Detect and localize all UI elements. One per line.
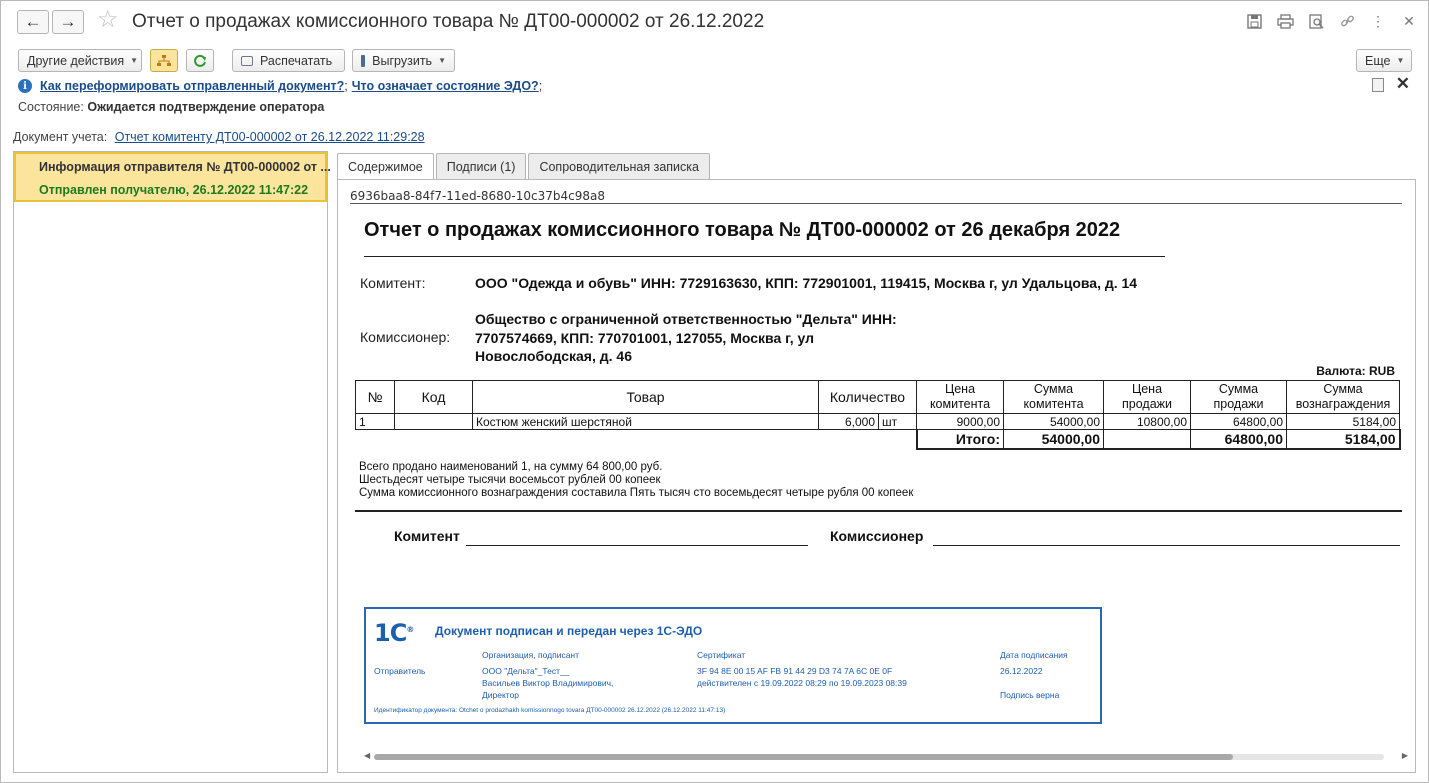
signature-line	[933, 545, 1400, 546]
currency-label: Валюта: RUB	[1316, 364, 1395, 378]
header-qty: Количество	[819, 381, 917, 414]
caret-down-icon: ▼	[438, 56, 446, 65]
favorite-star-icon[interactable]: ☆	[97, 6, 119, 33]
structure-button[interactable]	[150, 49, 178, 72]
title-bar	[1, 1, 1428, 43]
separator: ;	[344, 79, 348, 93]
scroll-thumb[interactable]	[374, 754, 1233, 760]
document-account-label: Документ учета:	[13, 130, 108, 144]
document-icon[interactable]	[1372, 78, 1384, 92]
export-button[interactable]	[352, 49, 455, 72]
commissioner-value	[475, 310, 897, 366]
close-icon[interactable]: ✕	[1403, 12, 1415, 29]
cell-unit: шт	[879, 414, 917, 430]
sign-commissioner-label: Комиссионер	[830, 528, 924, 544]
documents-list	[13, 151, 331, 773]
separator: ;	[538, 79, 543, 93]
stamp-col-date: Дата подписания	[1000, 650, 1068, 660]
stamp-org: ООО "Дельта"_Тест__ Васильев Виктор Владимирович, Директор	[482, 666, 614, 700]
stamp-sender-label: Отправитель	[374, 666, 426, 676]
document-guid: 6936baa8-84f7-11ed-8680-10c37b4c98a8	[350, 189, 605, 203]
other-actions-button[interactable]	[18, 49, 142, 72]
header-reward: Сумма вознаграждения	[1287, 381, 1400, 414]
cell-price-committent: 9000,00	[917, 414, 1004, 430]
toolbar	[18, 49, 1413, 73]
summary-line: Всего продано наименований 1, на сумму 64 800,00 руб.	[359, 461, 663, 473]
list-item[interactable]	[14, 152, 331, 202]
totals-sum-sale: 64800,00	[1191, 430, 1287, 449]
table-totals	[356, 430, 1400, 449]
tab-contents[interactable]: Содержимое	[337, 153, 434, 180]
caret-down-icon: ▼	[130, 56, 139, 65]
tab-cover-note[interactable]: Сопроводительная записка	[528, 153, 710, 179]
stamp-sign-ok: Подпись верна	[1000, 690, 1060, 700]
cell-price-sale: 10800,00	[1104, 414, 1191, 430]
committent-value: ООО "Одежда и обувь" ИНН: 7729163630, КПП: 772901001, 119415, Москва г, ул Удальцова, д. 14	[475, 275, 1138, 291]
list-item-title: Информация отправителя № ДТ00-000002 от ...	[39, 160, 331, 174]
divider	[364, 256, 1165, 257]
sign-committent-label: Комитент	[394, 528, 460, 544]
stamp-date-value: 26.12.2022	[1000, 666, 1043, 676]
header-code: Код	[395, 381, 473, 414]
more-label: Еще	[1365, 53, 1391, 68]
cell-num: 1	[356, 414, 395, 430]
window-title: Отчет о продажах комиссионного товара № ДТ00-000002 от 26.12.2022	[132, 11, 765, 32]
state-label: Состояние:	[18, 100, 84, 114]
cell-sum-committent: 54000,00	[1004, 414, 1104, 430]
document-title: Отчет о продажах комиссионного товара № ДТ00-000002 от 26 декабря 2022	[364, 219, 1121, 241]
refresh-button[interactable]	[186, 49, 214, 72]
refresh-icon	[193, 54, 207, 68]
document-view	[337, 179, 1416, 773]
goods-table	[355, 380, 1401, 450]
edo-stamp	[364, 607, 1102, 724]
table-header	[356, 381, 1400, 414]
arrow-right-icon: →	[59, 12, 77, 31]
link-icon[interactable]	[1338, 11, 1356, 31]
table-row	[356, 414, 1400, 430]
tab-signatures[interactable]: Подписи (1)	[436, 153, 527, 179]
cell-reward: 5184,00	[1287, 414, 1400, 430]
header-num: №	[356, 381, 395, 414]
help-links-row	[18, 78, 542, 94]
upload-icon	[361, 55, 365, 67]
other-actions-label: Другие действия	[27, 53, 125, 68]
header-sum-committent: Сумма комитента	[1004, 381, 1104, 414]
caret-down-icon: ▼	[1396, 56, 1405, 65]
header-sum-sale: Сумма продажи	[1191, 381, 1287, 414]
print-button[interactable]	[232, 49, 345, 72]
edo-state-link[interactable]: Что означает состояние ЭДО?	[351, 79, 539, 93]
tabs	[337, 153, 712, 179]
cell-code	[395, 414, 473, 430]
print-label: Распечатать	[260, 53, 333, 68]
printer-icon	[241, 56, 253, 66]
export-label: Выгрузить	[372, 53, 433, 68]
hierarchy-icon	[157, 55, 171, 67]
scroll-left-icon[interactable]: ◀	[364, 751, 371, 760]
preview-icon[interactable]	[1307, 11, 1325, 31]
scroll-right-icon[interactable]: ▶	[1401, 751, 1408, 760]
summary-line: Шестьдесят четыре тысячи восемьсот рублей 00 копеек	[359, 474, 661, 486]
totals-label: Итого:	[917, 430, 1004, 449]
more-button[interactable]	[1356, 49, 1412, 72]
window-icons	[1245, 11, 1418, 31]
info-icon: i	[18, 79, 32, 93]
stamp-col-org: Организация, подписант	[482, 650, 580, 660]
stamp-col-cert: Сертификат	[697, 650, 746, 660]
commissioner-line: Общество с ограниченной ответственностью "Дельта" ИНН:	[475, 311, 897, 327]
back-button[interactable]	[17, 10, 49, 34]
print-icon[interactable]	[1276, 11, 1294, 31]
1c-logo: 1С®	[374, 619, 414, 647]
header-price-sale: Цена продажи	[1104, 381, 1191, 414]
cell-qty: 6,000	[819, 414, 879, 430]
commissioner-line: 7707574669, КПП: 770701001, 127055, Москва г, ул	[475, 329, 815, 346]
stamp-identifier: Идентификатор документа: Otchet o prodazhakh komissionnogo tovara ДТ00-000002 26.12.2022 (26.12.2022 11:47:13)	[374, 707, 726, 714]
state-value: Ожидается подтверждение оператора	[87, 100, 325, 114]
totals-sum-committent: 54000,00	[1004, 430, 1104, 449]
more-icon[interactable]: ⋮	[1371, 12, 1385, 29]
divider	[350, 203, 1402, 204]
forward-button[interactable]	[52, 10, 84, 34]
header-item: Товар	[473, 381, 819, 414]
cell-item: Костюм женский шерстяной	[473, 414, 819, 430]
summary-text	[359, 461, 913, 500]
stamp-cert: 3F 94 8E 00 15 AF FB 91 44 29 D3 74 7A 6C 0E 0F действителен с 19.09.2022 08:29 по 19.09.2023 08:39	[697, 666, 907, 688]
cell-sum-sale: 64800,00	[1191, 414, 1287, 430]
divider	[355, 510, 1402, 512]
committent-label: Комитент:	[360, 275, 426, 291]
reform-document-link[interactable]: Как переформировать отправленный документ?	[40, 79, 345, 93]
commissioner-label: Комиссионер:	[360, 329, 451, 345]
summary-line: Сумма комиссионного вознаграждения составила Пять тысяч сто восемьдесят четыре рубля 00 копеек	[359, 487, 914, 499]
stamp-title: Документ подписан и передан через 1С-ЭДО	[435, 624, 703, 638]
document-account-link[interactable]: Отчет комитенту ДТ00-000002 от 26.12.2022 11:29:28	[114, 130, 425, 144]
commissioner-line: Новослободская, д. 46	[475, 348, 632, 364]
list-item-status: Отправлен получателю, 26.12.2022 11:47:22	[39, 183, 309, 197]
state-row	[18, 100, 324, 114]
arrow-left-icon: ←	[24, 12, 42, 31]
close-panel-icon[interactable]: ✕	[1395, 74, 1410, 93]
header-price-committent: Цена комитента	[917, 381, 1004, 414]
document-account-row	[13, 130, 425, 144]
save-icon[interactable]	[1245, 11, 1263, 31]
totals-reward: 5184,00	[1287, 430, 1400, 449]
horizontal-scrollbar[interactable]	[364, 753, 1408, 761]
signature-line	[466, 545, 808, 546]
